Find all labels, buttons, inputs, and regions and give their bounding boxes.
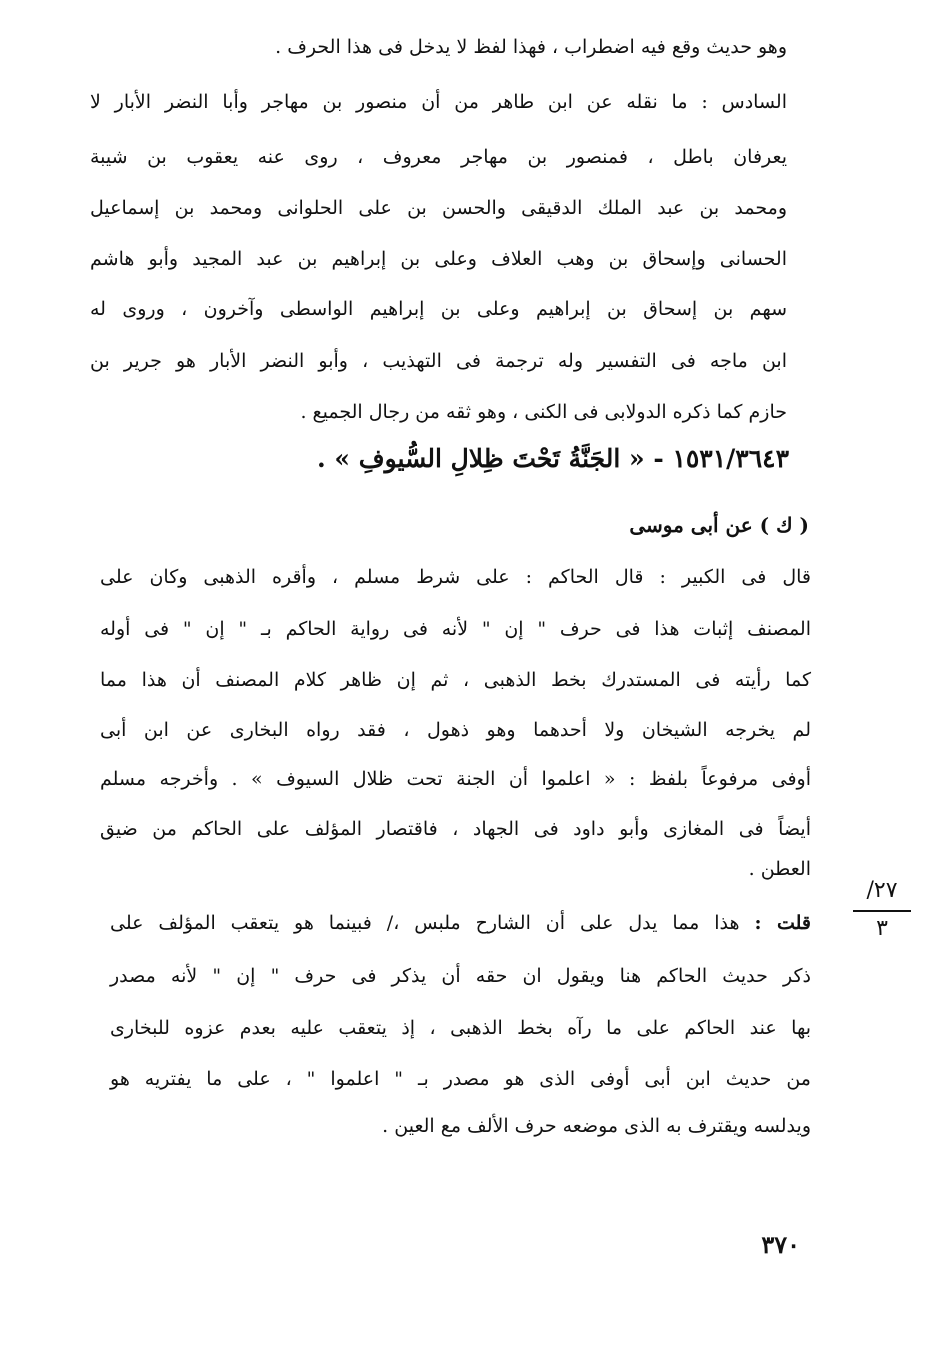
text-line: وهو حديث وقع فيه اضطراب ، فهذا لفظ لا يدخل فى هذا الحرف .: [275, 36, 787, 58]
commentary-line: المصنف إثبات هذا فى حرف " إن " لأنه فى رواية الحاكم بـ " إن " فى أوله: [100, 618, 811, 640]
text-line: السادس : ما نقله عن ابن طاهر من أن منصور بن مهاجر وأبا النضر الأبار لا: [90, 91, 787, 113]
text-line: ومحمد بن عبد الملك الدقيقى والحسن بن على الحلوانى ومحمد بن إسماعيل: [90, 197, 787, 219]
text-line: ابن ماجه فى التفسير وله ترجمة فى التهذيب ، وأبو النضر الأبار هو جرير بن: [90, 350, 787, 372]
qultu-line: ويدلسه ويقترف به الذى موضعه حرف الألف مع العين .: [382, 1115, 811, 1137]
margin-reference: [852, 880, 912, 940]
qultu-line: بها عند الحاكم على ما رآه بخط الذهبى ، إذ يتعقب عليه بعدم عزوه للبخارى: [110, 1017, 811, 1039]
text-line: الحسانى وإسحاق بن وهب العلاف وعلى بن إبراهيم بن عبد المجيد وأبو هاشم: [90, 248, 787, 270]
hadith-source: ( ك ) عن أبى موسى: [629, 513, 809, 537]
qultu-line: ذكر حديث الحاكم هنا ويقول ان حقه أن يذكر فى حرف " إن " لأنه مصدر: [110, 965, 811, 987]
commentary-line: العطن .: [748, 858, 811, 880]
commentary-line: أوفى مرفوعاً بلفظ : « اعلموا أن الجنة تحت ظلال السيوف » . وأخرجه مسلم: [100, 768, 811, 790]
qultu-text: هذا مما يدل على أن الشارح ملبس ،/ فبينما هو يتعقب المؤلف على: [110, 912, 740, 934]
text-line: سهم بن إسحاق بن إبراهيم وعلى بن إبراهيم الواسطى وآخرون ، وروى له: [90, 298, 787, 320]
text-line: حازم كما ذكره الدولابى فى الكنى ، وهو ثقه من رجال الجميع .: [300, 401, 787, 423]
commentary-line: أيضاً فى المغازى وأبو داود فى الجهاد ، فاقتصار المؤلف على الحاكم من ضيق: [100, 818, 811, 840]
margin-reference-rule: [853, 910, 911, 912]
qultu-line: من حديث ابن أبى أوفى الذى هو مصدر بـ " اعلموا " ، على ما يفتريه هو: [110, 1068, 811, 1090]
qultu-line: [110, 914, 811, 933]
commentary-line: كما رأيته فى المستدرك بخط الذهبى ، ثم إن ظاهر كلام المصنف أن هذا مما: [100, 669, 811, 691]
margin-reference-top: ٢٧/: [866, 878, 898, 903]
qultu-label: قلت :: [754, 912, 811, 934]
margin-reference-bottom: ٣: [876, 916, 888, 941]
commentary-line: قال فى الكبير : قال الحاكم : على شرط مسلم ، وأقره الذهبى وكان على: [100, 566, 811, 588]
hadith-heading: ١٥٣١/٣٦٤٣ - « الجَنَّةُ تَحْتَ ظِلالِ السُّيوفِ » .: [316, 444, 789, 473]
page-number: ٣٧٠: [761, 1230, 800, 1259]
commentary-line: لم يخرجه الشيخان ولا أحدهما وهو ذهول ، فقد رواه البخارى عن ابن أبى: [100, 719, 811, 741]
text-line: يعرفان باطل ، فمنصور بن مهاجر معروف ، روى عنه يعقوب بن شيبة: [90, 146, 787, 168]
